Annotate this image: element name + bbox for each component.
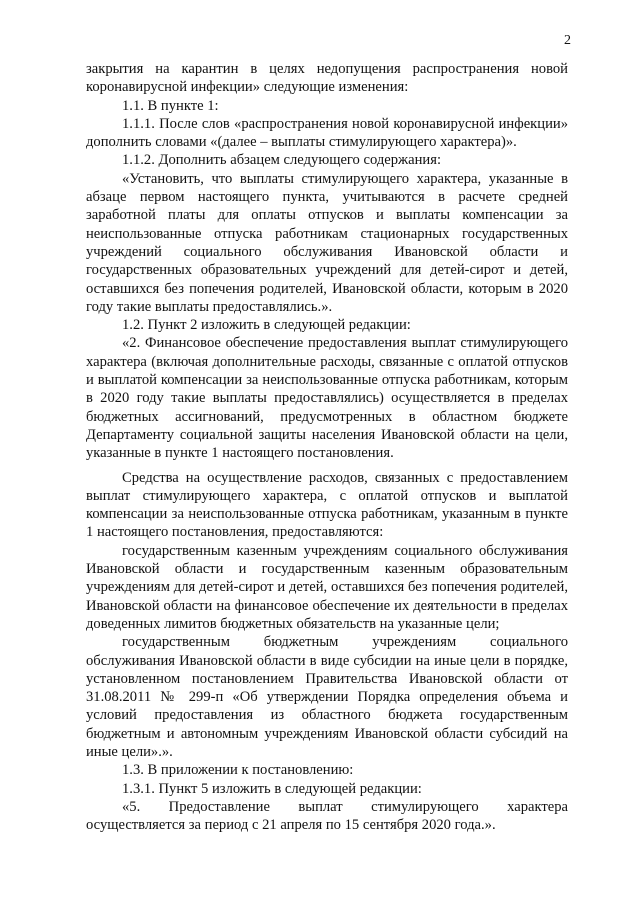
paragraph-quote-financing: «2. Финансовое обеспечение предоставления выплат стимулирующего характера (включая дополнительные расходы, связанные с оплатой отпусков и выплатой компенсации за неиспользованные отпуска работникам, которым в 2020 году такие выплаты предоставлялись) осуществляется в пределах бюджетных ассигнований, предусмотренных в областном бюджете Департаменту социальной защиты населения Ивановской области на цели, указанные в пункте 1 настоящего постановления. — [86, 335, 568, 462]
paragraph-funds: Средства на осуществление расходов, связанных с предоставлением выплат стимулирующего характера, с оплатой отпусков и выплатой компенсации за неиспользованные отпуска работникам, указанным в пункте 1 настоящего постановления, предоставляются: — [86, 469, 568, 541]
paragraph-1-1-1: 1.1.1. После слов «распространения новой коронавирусной инфекции» дополнить словами «(далее – выплаты стимулирующего характера)». — [86, 115, 568, 151]
paragraph-quote-establish: «Установить, что выплаты стимулирующего характера, указанные в абзаце первом настоящего пункта, учитываются в расчете средней заработной платы для оплаты отпусков и выплаты компенсации за неиспользованные отпуска работникам стационарных государственных учреждений социального обслуживания Ивановской области и государственных образовательных учреждений для детей-сирот и детей, оставшихся без попечения родителей, Ивановской области, которым в 2020 году такие выплаты предоставлялись.». — [86, 170, 568, 315]
paragraph-intro: закрытия на карантин в целях недопущения распространения новой коронавирусной инфекции» следующие изменения: — [86, 61, 568, 96]
paragraph-1-3: 1.3. В приложении к постановлению: — [122, 762, 354, 779]
page-number: 2 — [564, 33, 571, 48]
paragraph-budget-institutions: государственным бюджетным учреждениям социального обслуживания Ивановской области в виде субсидии на иные цели в порядке, установленном постановлением Правительства Ивановской области от 31.08.2011 № 299-п «Об утверждении Порядка определения объема и условий предоставления из областного бюджета государственным бюджетным и автономным учреждениям Ивановской области субсидий на иные цели».». — [86, 634, 568, 760]
paragraph-state-institutions: государственным казенным учреждениям социального обслуживания Ивановской области и государственным казенным образовательным учреждениям для детей-сирот и детей, оставшихся без попечения родителей, Ивановской области на финансовое обеспечение их деятельности в пределах доведенных лимитов бюджетных обязательств на указанные цели; — [86, 542, 568, 632]
document-body — [86, 60, 568, 834]
paragraph-1-1: 1.1. В пункте 1: — [122, 97, 219, 114]
paragraph-quote-point-5: «5. Предоставление выплат стимулирующего характера осуществляется за период с 21 апреля по 15 сентября 2020 года.». — [86, 798, 568, 834]
paragraph-1-1-2: 1.1.2. Дополнить абзацем следующего содержания: — [122, 152, 442, 169]
paragraph-1-3-1: 1.3.1. Пункт 5 изложить в следующей редакции: — [122, 780, 422, 797]
paragraph-1-2: 1.2. Пункт 2 изложить в следующей редакции: — [122, 317, 411, 334]
